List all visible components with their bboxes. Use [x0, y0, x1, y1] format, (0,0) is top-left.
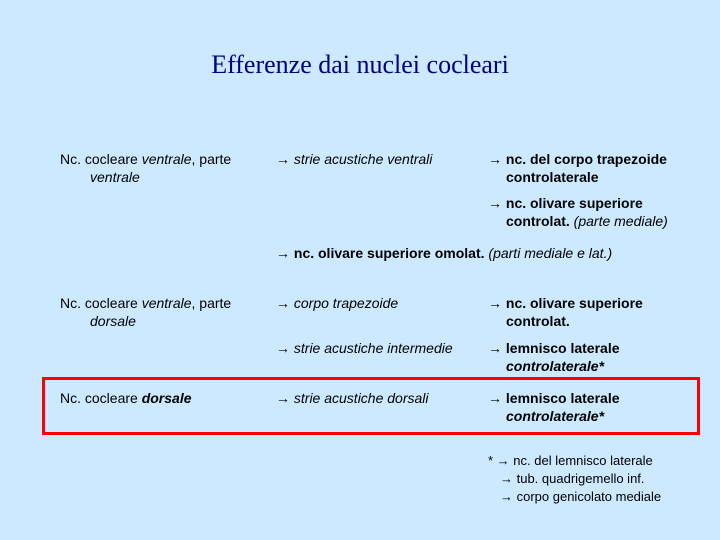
footnote-line1: * → nc. del lemnisco laterale: [488, 453, 653, 468]
row2-via1: → corpo trapezoide: [276, 295, 399, 311]
row2-source-emph: ventrale: [141, 295, 192, 311]
row2-target1-line2: controlat.: [506, 313, 570, 329]
footnote-line2: → tub. quadrigemello inf.: [500, 471, 645, 486]
row2-target1-line1: → nc. olivare superiore: [488, 295, 643, 311]
row2-source: [60, 294, 231, 330]
row2-target2-line1: → lemnisco laterale: [488, 340, 620, 356]
footnote: [488, 452, 661, 506]
row1-target2-line2-note: (parte mediale): [569, 213, 668, 229]
row2-source-part: dorsale: [90, 313, 136, 329]
row2-target2: [488, 339, 620, 375]
row1-target2: [488, 194, 668, 230]
row1-target2-line1: → nc. olivare superiore: [488, 195, 643, 211]
row1-source-prefix: Nc. cocleare: [60, 151, 142, 167]
row1-target1-line2: controlaterale: [506, 169, 599, 185]
footnote-line3: → corpo genicolato mediale: [500, 489, 662, 504]
row2-target1: [488, 294, 643, 330]
row2-via2: → strie acustiche intermedie: [276, 340, 453, 356]
row2-target2-line2: controlaterale*: [506, 358, 605, 374]
row1-target1: [488, 150, 667, 186]
row1-target3: [276, 244, 612, 262]
row1-target2-line2-bold: controlat.: [506, 213, 570, 229]
row1-target3-note: (parti mediale e lat.): [484, 245, 613, 261]
row3-source-prefix: Nc. cocleare: [60, 390, 142, 406]
row1-target3-bold: → nc. olivare superiore omolat.: [276, 245, 485, 261]
row1-via: → strie acustiche ventrali: [276, 151, 433, 167]
row1-target1-line1: → nc. del corpo trapezoide: [488, 151, 667, 167]
row2-source-suffix: , parte: [191, 295, 232, 311]
row3-target: [488, 389, 620, 425]
row2-source-prefix: Nc. cocleare: [60, 295, 142, 311]
slide-title: Efferenze dai nuclei cocleari: [211, 50, 509, 79]
row1-source-emph: ventrale: [141, 151, 192, 167]
row3-target-line1: → lemnisco laterale: [488, 390, 620, 406]
row1-source: [60, 150, 231, 186]
row1-source-suffix: , parte: [191, 151, 232, 167]
row3-source-emph: dorsale: [141, 390, 192, 406]
row3-source: [60, 389, 192, 407]
row1-source-part: ventrale: [90, 169, 140, 185]
row3-via: → strie acustiche dorsali: [276, 390, 429, 406]
row3-target-line2: controlaterale*: [506, 408, 605, 424]
